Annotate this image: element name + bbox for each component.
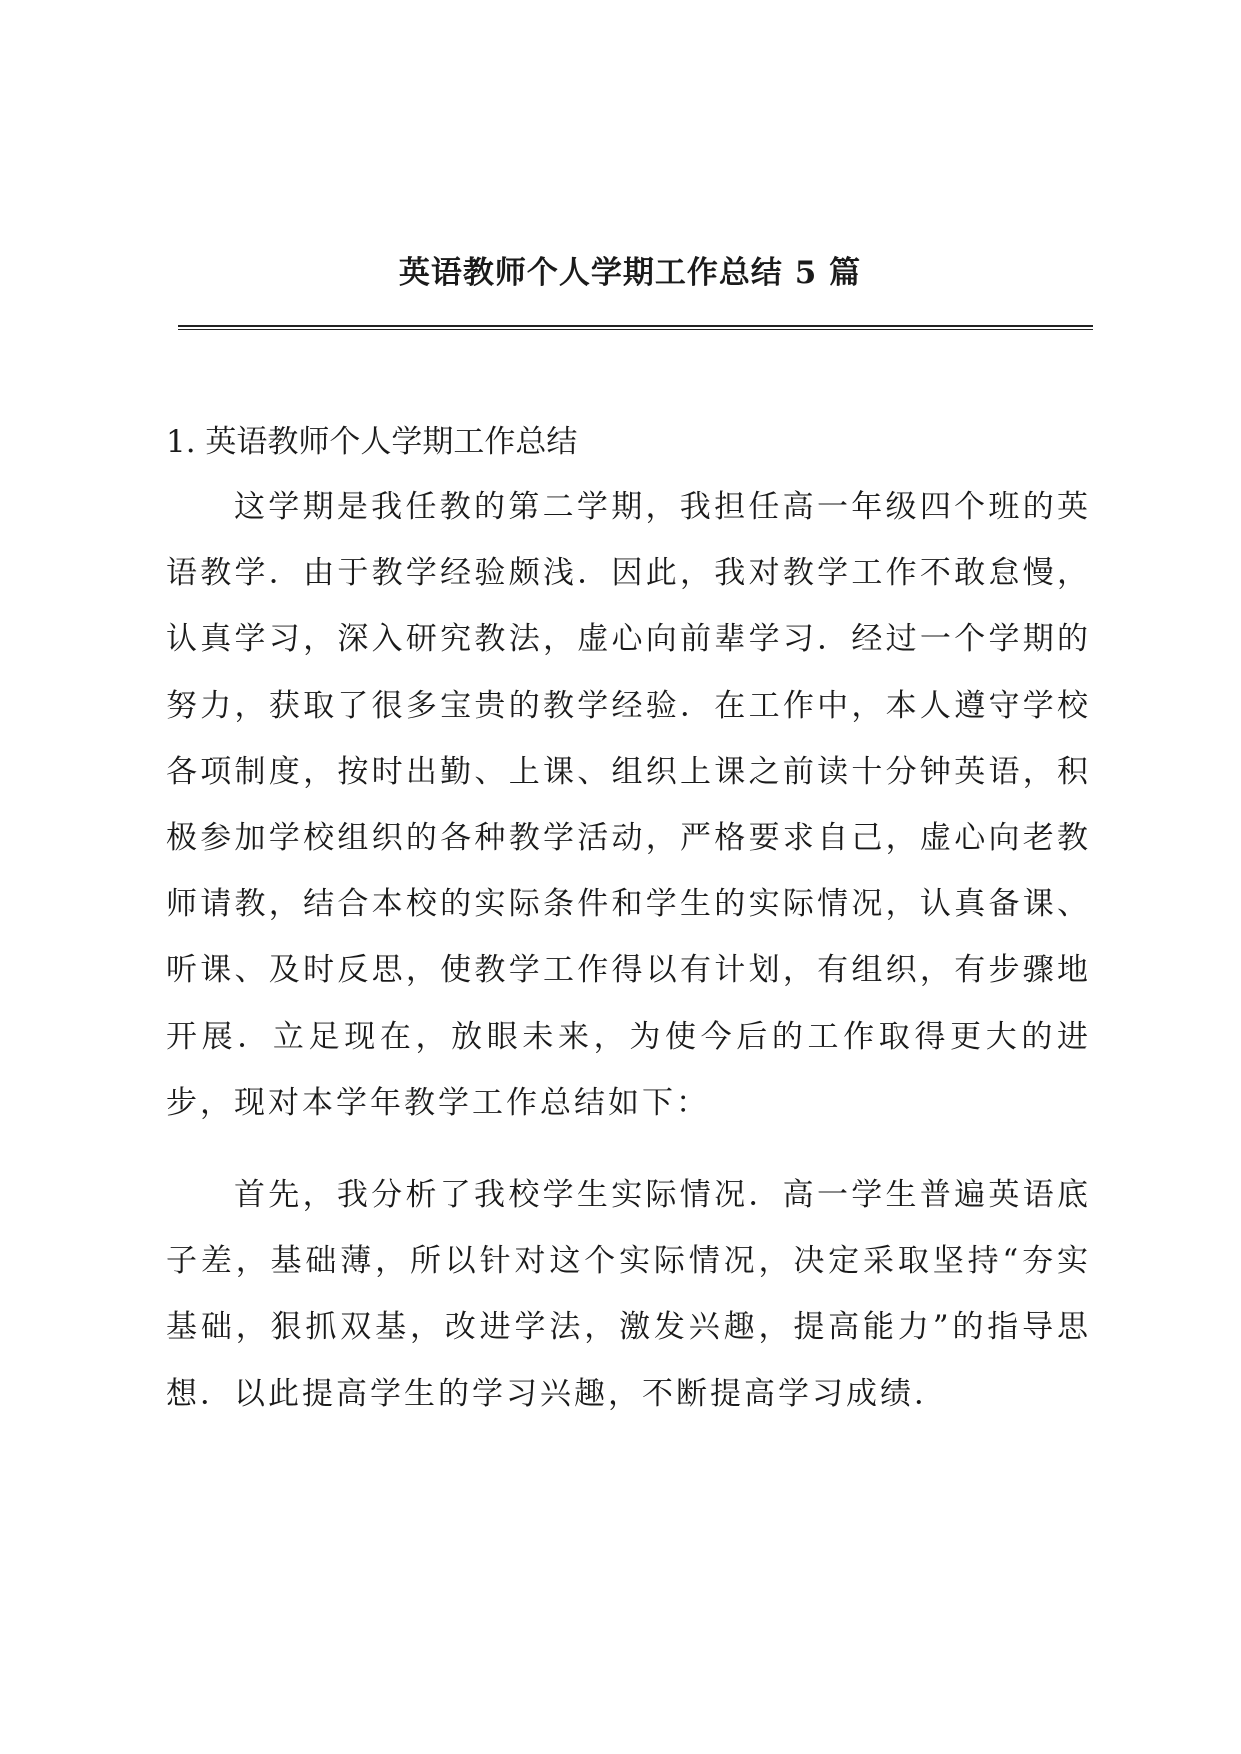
title-double-rule: [178, 325, 1093, 330]
document-title: 英语教师个人学期工作总结 5 篇: [398, 255, 862, 291]
body-paragraph: 这学期是我任教的第二学期，我担任高一年级四个班的英语教学．由于教学经验颇浅．因此，我对教学工作不敢怠慢，认真学习，深入研究教法，虚心向前辈学习．经过一个学期的努力，获取了很多宝贵的教学经验．在工作中，本人遵守学校各项制度，按时出勤、上课、组织上课之前读十分钟英语，积极参加学校组织的各种教学活动，严格要求自己，虚心向老教师请教，结合本校的实际条件和学生的实际情况，认真备课、听课、及时反思，使教学工作得以有计划，有组织，有步骤地开展．立足现在，放眼未来，为使今后的工作取得更大的进步，现对本学年教学工作总结如下：: [166, 489, 1091, 1121]
body-paragraph: 首先，我分析了我校学生实际情况．高一学生普遍英语底子差，基础薄，所以针对这个实际情况，决定采取坚持“夯实基础，狠抓双基，改进学法，激发兴趣，提高能力”的指导思想．以此提高学生的学习兴趣，不断提高学习成绩．: [166, 1177, 1091, 1412]
section-heading: 1. 英语教师个人学期工作总结: [166, 424, 578, 460]
